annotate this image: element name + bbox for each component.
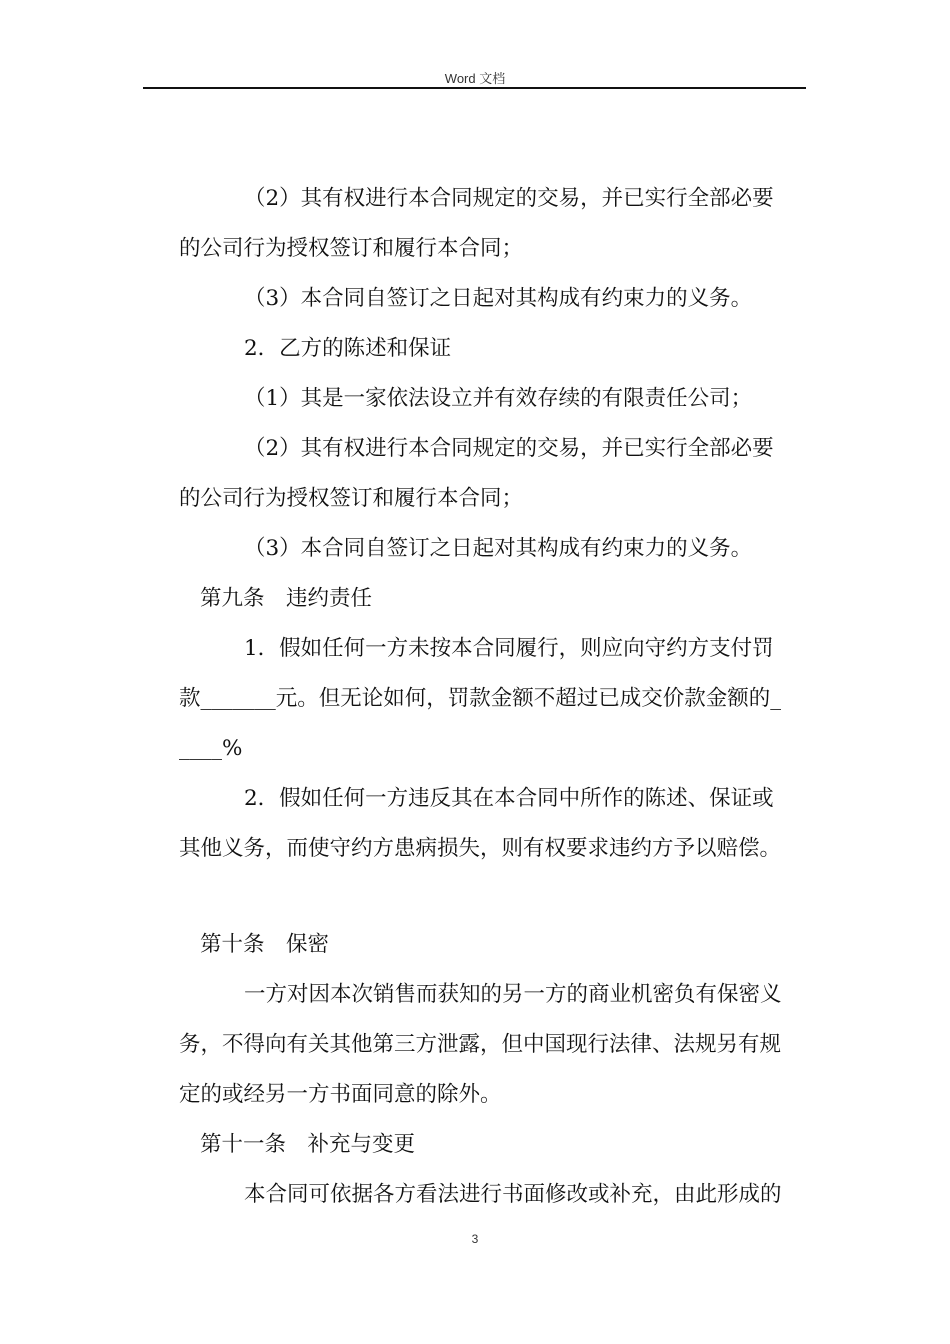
- paragraph-line: （3）本合同自签订之日起对其构成有约束力的义务。: [244, 286, 753, 311]
- paragraph-line: （3）本合同自签订之日起对其构成有约束力的义务。: [244, 536, 753, 561]
- article-heading: 第十条 保密: [200, 932, 330, 957]
- page-number: 3: [471, 1232, 479, 1246]
- paragraph-line: 本合同可依据各方看法进行书面修改或补充，由此形成的: [244, 1182, 782, 1207]
- article-heading: 第九条 违约责任: [200, 586, 373, 611]
- paragraph-line: （2）其有权进行本合同规定的交易，并已实行全部必要: [244, 186, 774, 211]
- section-subheading: 2．乙方的陈述和保证: [244, 336, 452, 361]
- paragraph-line: 1．假如任何一方未按本合同履行，则应向守约方支付罚: [244, 636, 774, 661]
- paragraph-line: 务，不得向有关其他第三方泄露，但中国现行法律、法规另有规: [179, 1032, 782, 1057]
- paragraph-line: 2．假如任何一方违反其在本合同中所作的陈述、保证或: [244, 786, 774, 811]
- page-header: Word 文档: [444, 71, 506, 86]
- paragraph-line: ____%: [179, 736, 243, 761]
- paragraph-line: 定的或经另一方书面同意的除外。: [179, 1082, 502, 1107]
- paragraph-line: 的公司行为授权签订和履行本合同；: [179, 486, 524, 511]
- paragraph-line: （2）其有权进行本合同规定的交易，并已实行全部必要: [244, 436, 774, 461]
- paragraph-line: 一方对因本次销售而获知的另一方的商业机密负有保密义: [244, 982, 782, 1007]
- article-heading: 第十一条 补充与变更: [200, 1132, 416, 1157]
- paragraph-line: （1）其是一家依法设立并有效存续的有限责任公司；: [244, 386, 753, 411]
- paragraph-line: 的公司行为授权签订和履行本合同；: [179, 236, 524, 261]
- paragraph-line: 其他义务，而使守约方患病损失，则有权要求违约方予以赔偿。: [179, 836, 782, 861]
- paragraph-line: 款_______元。但无论如何，罚款金额不超过已成交价款金额的_: [179, 686, 782, 711]
- header-rule: [143, 87, 806, 89]
